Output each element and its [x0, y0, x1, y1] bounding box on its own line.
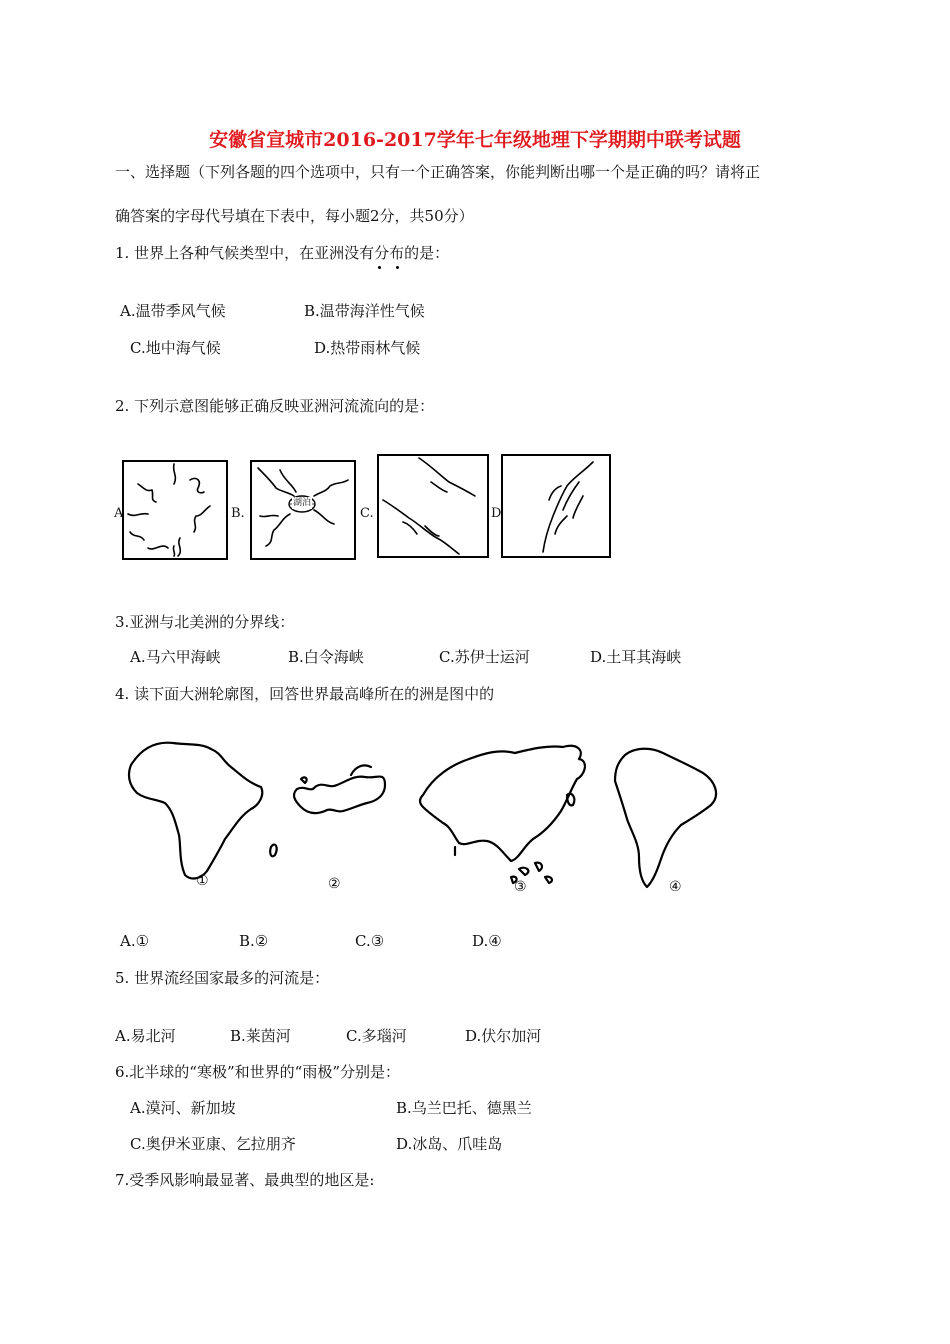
- continent-number-1: ①: [196, 873, 209, 889]
- question-3-stem: 3.亚洲与北美洲的分界线：: [115, 613, 295, 631]
- south-america-outline: [615, 749, 716, 887]
- q1-option-c[interactable]: C.地中海气候: [130, 339, 221, 357]
- europe-outline: [294, 777, 385, 814]
- q3-option-d[interactable]: D.土耳其海峡: [590, 648, 682, 666]
- question-1-stem: [115, 243, 449, 263]
- q4-option-a[interactable]: A.①: [120, 932, 150, 950]
- continent-number-4: ④: [669, 879, 682, 895]
- q4-option-d[interactable]: D.④: [472, 932, 502, 950]
- q6-option-a[interactable]: A.漠河、新加坡: [130, 1099, 236, 1117]
- question-1-emphasis: 没有: [344, 244, 375, 262]
- q2-label-c[interactable]: C.: [360, 506, 374, 521]
- instructions-line-1: 一、选择题（下列各题的四个选项中，只有一个正确答案，你能判断出哪一个是正确的吗？请将正: [115, 163, 761, 181]
- emphasis-dots: [378, 266, 381, 269]
- q2-label-a[interactable]: A: [114, 506, 124, 521]
- river-diagram-b[interactable]: [250, 460, 356, 560]
- question-7-stem: 7.受季风影响最显著、最典型的地区是:: [115, 1171, 375, 1189]
- river-diagram-c[interactable]: [377, 454, 489, 558]
- river-diagram-d[interactable]: [501, 454, 611, 558]
- question-4-stem: 4. 读下面大洲轮廓图，回答世界最高峰所在的洲是图中的: [115, 685, 495, 703]
- emphasis-dots-2: [396, 266, 399, 269]
- q5-option-c[interactable]: C.多瑙河: [346, 1027, 407, 1045]
- question-5-stem: 5. 世界流经国家最多的河流是：: [115, 969, 330, 987]
- q6-option-d[interactable]: D.冰岛、爪哇岛: [396, 1135, 503, 1153]
- question-1-stem-c: 分布的是：: [374, 244, 450, 262]
- q4-option-b[interactable]: B.②: [239, 932, 269, 950]
- q1-option-a[interactable]: A.温带季风气候: [120, 302, 226, 320]
- asia-outline: [420, 746, 585, 861]
- q1-option-d[interactable]: D.热带雨林气候: [314, 339, 421, 357]
- river-diagram-a[interactable]: [122, 460, 228, 560]
- page-title: 安徽省宣城市2016-2017学年七年级地理下学期期中联考试题: [209, 129, 741, 151]
- q6-option-b[interactable]: B.乌兰巴托、德黑兰: [396, 1099, 532, 1117]
- africa-outline: [129, 743, 262, 879]
- question-2-stem: 2. 下列示意图能够正确反映亚洲河流流向的是：: [115, 397, 435, 415]
- q1-option-b[interactable]: B.温带海洋性气候: [304, 302, 425, 320]
- q3-option-a[interactable]: A.马六甲海峡: [130, 648, 221, 666]
- q2-label-b[interactable]: B.: [231, 506, 245, 521]
- q4-option-c[interactable]: C.③: [355, 932, 385, 950]
- q3-option-c[interactable]: C.苏伊士运河: [439, 648, 530, 666]
- question-6-stem: 6.北半球的“寒极”和世界的“雨极”分别是：: [115, 1063, 400, 1081]
- q6-option-c[interactable]: C.奥伊米亚康、乞拉朋齐: [130, 1135, 296, 1153]
- q5-option-a[interactable]: A.易北河: [115, 1027, 176, 1045]
- q5-option-d[interactable]: D.伏尔加河: [465, 1027, 542, 1045]
- question-1-stem-a: 1. 世界上各种气候类型中，在亚洲: [115, 244, 345, 262]
- q3-option-b[interactable]: B.白令海峡: [288, 648, 364, 666]
- q2-label-d[interactable]: D: [491, 506, 502, 521]
- continent-number-2: ②: [328, 876, 341, 892]
- q5-option-b[interactable]: B.莱茵河: [230, 1027, 291, 1045]
- continent-number-3: ③: [514, 879, 527, 895]
- lake-label: 湖泊: [293, 498, 312, 508]
- instructions-line-2: 确答案的字母代号填在下表中，每小题2分，共50分）: [115, 207, 474, 225]
